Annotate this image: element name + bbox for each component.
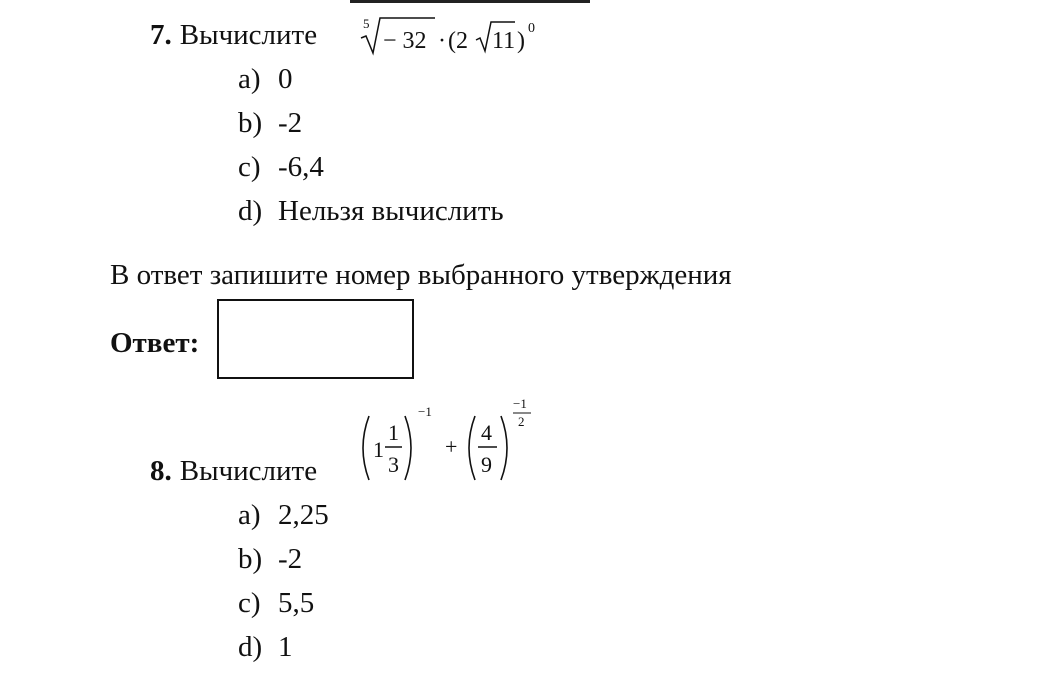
radicand: − 32 — [383, 28, 427, 54]
answer-instruction: В ответ запишите номер выбранного утверждения — [110, 259, 732, 291]
left-paren — [363, 416, 369, 480]
right-paren — [405, 416, 411, 480]
term1-denominator: 3 — [388, 452, 399, 477]
option-text: 2,25 — [278, 499, 329, 531]
option-text: 5,5 — [278, 587, 315, 619]
option-text: -2 — [278, 543, 303, 575]
dot-operator: · — [438, 28, 446, 54]
question-7-number: 7. — [150, 19, 172, 51]
question-8-option-a[interactable] — [238, 498, 329, 532]
question-8-option-d[interactable] — [238, 630, 293, 664]
question-7-prompt: Вычислите — [179, 19, 318, 51]
term2-numerator: 4 — [481, 420, 492, 445]
option-letter: d) — [238, 631, 263, 663]
inner-radicand: 11 — [492, 28, 516, 54]
answer-input-box[interactable] — [217, 299, 414, 379]
option-letter: b) — [238, 107, 263, 139]
open-paren-two: (2 — [448, 28, 468, 54]
option-letter: b) — [238, 543, 263, 575]
question-8-heading — [150, 454, 317, 488]
question-7-option-c[interactable] — [238, 150, 324, 184]
term2-denominator: 9 — [481, 452, 492, 477]
question-8-formula — [355, 392, 545, 492]
option-text: Нельзя вычислить — [278, 195, 504, 227]
option-text: 0 — [278, 63, 293, 95]
question-8-prompt: Вычислите — [179, 455, 318, 487]
question-7-option-b[interactable] — [238, 106, 302, 140]
plus-operator: + — [445, 434, 458, 459]
right-paren — [501, 416, 507, 480]
option-letter: c) — [238, 587, 261, 619]
option-text: 1 — [278, 631, 293, 663]
option-letter: c) — [238, 151, 261, 183]
exponent-zero: 0 — [528, 21, 535, 36]
root-index: 5 — [363, 16, 370, 31]
close-paren: ) — [517, 28, 525, 54]
term2-exponent-numerator: −1 — [513, 396, 527, 411]
question-7-formula — [340, 8, 550, 58]
question-7-option-d[interactable] — [238, 194, 504, 228]
question-7-option-a[interactable] — [238, 62, 293, 96]
option-letter: d) — [238, 195, 263, 227]
top-border-line — [350, 0, 590, 3]
question-7-heading — [150, 18, 317, 52]
term1-exponent: −1 — [418, 404, 432, 419]
term1-numerator: 1 — [388, 420, 399, 445]
question-8-option-c[interactable] — [238, 586, 314, 620]
question-8-option-b[interactable] — [238, 542, 302, 576]
option-letter: a) — [238, 63, 261, 95]
term2-exponent-denominator: 2 — [518, 414, 525, 429]
term1-whole: 1 — [373, 437, 384, 462]
answer-label: Ответ: — [110, 327, 200, 359]
option-letter: a) — [238, 499, 261, 531]
question-8-number: 8. — [150, 455, 172, 487]
option-text: -2 — [278, 107, 303, 139]
option-text: -6,4 — [278, 151, 324, 183]
left-paren — [469, 416, 475, 480]
